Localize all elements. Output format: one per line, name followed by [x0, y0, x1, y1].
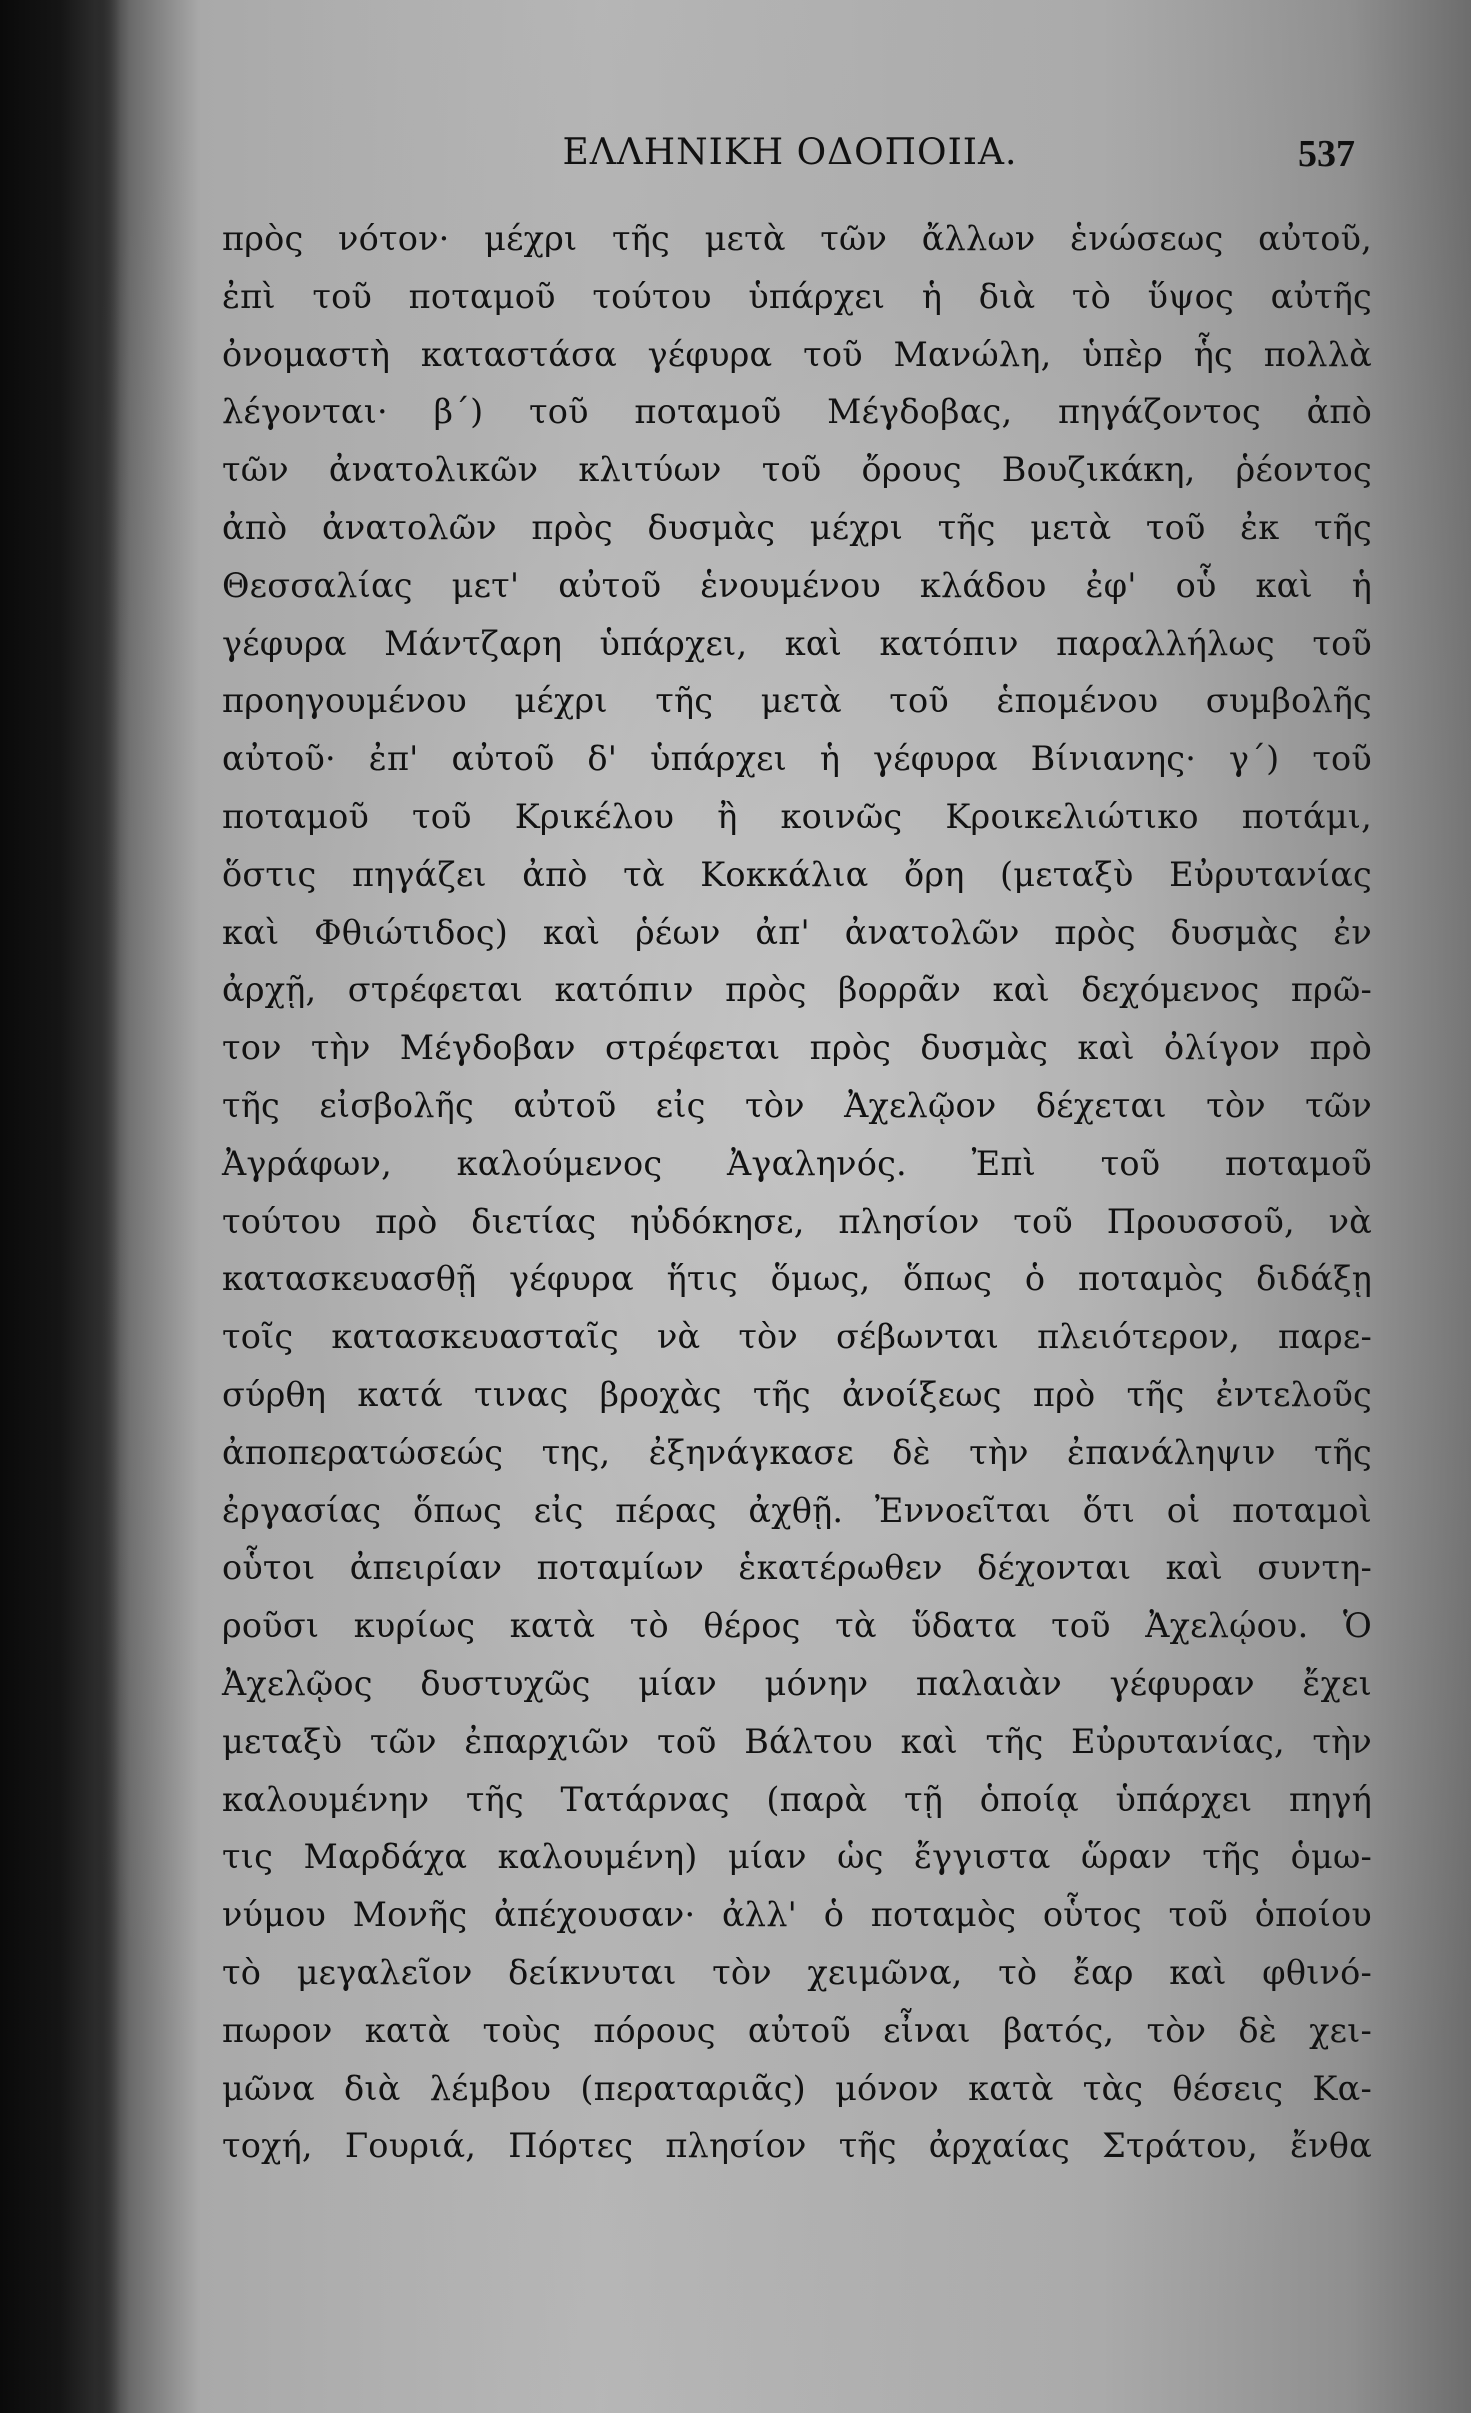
text-line: καλουμένην τῆς Τατάρνας (παρὰ τῇ ὁποίᾳ ὑπάρχει πηγή: [222, 1779, 1372, 1819]
text-line: Θεσσαλίας μετ' αὐτοῦ ἑνουμένου κλάδου ἐφ' οὗ καὶ ἡ: [222, 565, 1372, 605]
page-header: [225, 128, 1355, 188]
text-line: αὐτοῦ· ἐπ' αὐτοῦ δ' ὑπάρχει ἡ γέφυρα Βίνιανης· γ΄) τοῦ: [222, 739, 1372, 779]
text-line: τις Μαρδάχα καλουμένη) μίαν ὡς ἔγγιστα ὥραν τῆς ὁμω-: [222, 1837, 1372, 1877]
text-line: πωρον κατὰ τοὺς πόρους αὐτοῦ εἶναι βατός, τὸν δὲ χει-: [222, 2010, 1372, 2050]
text-line: πρὸς νότον· μέχρι τῆς μετὰ τῶν ἄλλων ἑνώσεως αὐτοῦ,: [222, 219, 1372, 258]
text-line: προηγουμένου μέχρι τῆς μετὰ τοῦ ἑπομένου συμβολῆς: [222, 681, 1372, 721]
page-number: 537: [1298, 133, 1355, 175]
text-line: ἐργασίας ὅπως εἰς πέρας ἀχθῇ. Ἐννοεῖται ὅτι οἱ ποταμοὶ: [222, 1490, 1372, 1530]
text-line: μεταξὺ τῶν ἐπαρχιῶν τοῦ Βάλτου καὶ τῆς Εὐρυτανίας, τὴν: [222, 1721, 1372, 1761]
text-line: καὶ Φθιώτιδος) καὶ ῥέων ἀπ' ἀνατολῶν πρὸς δυσμὰς ἐν: [222, 912, 1372, 952]
text-line: μῶνα διὰ λέμβου (περαταριᾶς) μόνον κατὰ τὰς θέσεις Κα-: [222, 2068, 1372, 2108]
text-line: ἀπὸ ἀνατολῶν πρὸς δυσμὰς μέχρι τῆς μετὰ τοῦ ἐκ τῆς: [222, 507, 1372, 547]
text-line: ἀποπερατώσεώς της, ἐξηνάγκασε δὲ τὴν ἐπανάληψιν τῆς: [222, 1432, 1372, 1472]
text-line: οὗτοι ἀπειρίαν ποταμίων ἑκατέρωθεν δέχονται καὶ συντη-: [222, 1548, 1372, 1588]
text-line: κατασκευασθῇ γέφυρα ἥτις ὅμως, ὅπως ὁ ποταμὸς διδάξῃ: [222, 1259, 1372, 1299]
text-line: Ἀγράφων, καλούμενος Ἀγαληνός. Ἐπὶ τοῦ ποταμοῦ: [222, 1143, 1372, 1183]
text-line: Ἀχελῷος δυστυχῶς μίαν μόνην παλαιὰν γέφυραν ἔχει: [222, 1663, 1372, 1703]
text-line: λέγονται· β΄) τοῦ ποταμοῦ Μέγδοβας, πηγάζοντος ἀπὸ: [222, 392, 1372, 432]
text-line: τον τὴν Μέγδοβαν στρέφεται πρὸς δυσμὰς καὶ ὀλίγον πρὸ: [222, 1028, 1372, 1068]
text-line: τοχή, Γουριά, Πόρτες πλησίον τῆς ἀρχαίας Στράτου, ἔνθα: [222, 2126, 1372, 2166]
text-line: γέφυρα Μάντζαρη ὑπάρχει, καὶ κατόπιν παραλλήλως τοῦ: [222, 623, 1372, 663]
text-line: τούτου πρὸ διετίας ηὐδόκησε, πλησίον τοῦ Προυσσοῦ, νὰ: [222, 1201, 1372, 1241]
running-title: ΕΛΛΗΝΙΚΗ ΟΔΟΠΟΙΙΑ.: [562, 132, 1018, 173]
text-line: ποταμοῦ τοῦ Κρικέλου ἢ κοινῶς Κροικελιώτικο ποτάμι,: [222, 796, 1372, 836]
body-text: [222, 210, 1372, 2175]
text-line: τὸ μεγαλεῖον δείκνυται τὸν χειμῶνα, τὸ ἔαρ καὶ φθινό-: [222, 1952, 1372, 1992]
text-line: ὅστις πηγάζει ἀπὸ τὰ Κοκκάλια ὄρη (μεταξὺ Εὐρυτανίας: [222, 854, 1372, 894]
text-line: τῶν ἀνατολικῶν κλιτύων τοῦ ὄρους Βουζικάκη, ῥέοντος: [222, 450, 1372, 490]
text-line: ὀνομαστὴ καταστάσα γέφυρα τοῦ Μανώλη, ὑπὲρ ἧς πολλὰ: [222, 334, 1372, 374]
text-line: νύμου Μονῆς ἀπέχουσαν· ἀλλ' ὁ ποταμὸς οὗτος τοῦ ὁποίου: [222, 1895, 1372, 1935]
text-line: ροῦσι κυρίως κατὰ τὸ θέρος τὰ ὕδατα τοῦ Ἀχελῴου. Ὁ: [222, 1606, 1372, 1646]
text-line: σύρθη κατά τινας βροχὰς τῆς ἀνοίξεως πρὸ τῆς ἐντελοῦς: [222, 1374, 1372, 1414]
text-line: ἐπὶ τοῦ ποταμοῦ τούτου ὑπάρχει ἡ διὰ τὸ ὕψος αὐτῆς: [222, 276, 1372, 316]
text-line: ἀρχῇ, στρέφεται κατόπιν πρὸς βορρᾶν καὶ δεχόμενος πρῶ-: [222, 970, 1372, 1010]
text-line: τοῖς κατασκευασταῖς νὰ τὸν σέβωνται πλειότερον, παρε-: [222, 1317, 1372, 1357]
book-spine-shadow: [0, 0, 120, 2413]
text-line: τῆς εἰσβολῆς αὐτοῦ εἰς τὸν Ἀχελῷον δέχεται τὸν τῶν: [222, 1085, 1372, 1125]
